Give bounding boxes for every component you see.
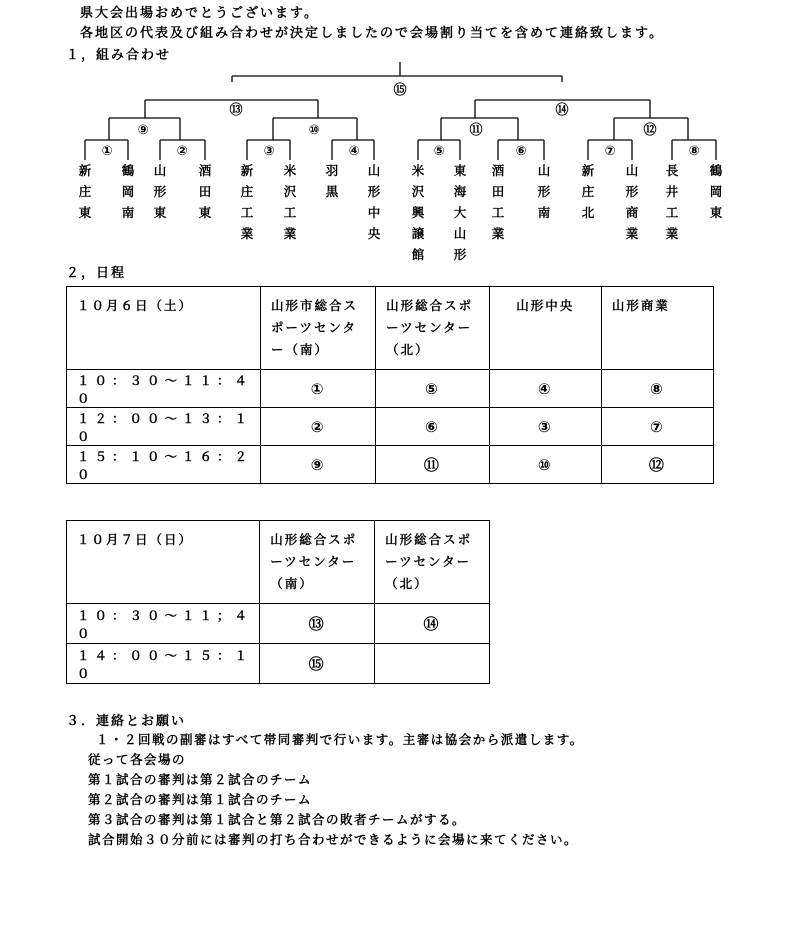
quarter-game-number: ⑩ [308, 123, 320, 138]
note-line: 第２試合の審判は第１試合のチーム [88, 792, 313, 807]
team-name: 羽黒 [325, 163, 339, 199]
first-round-game-number: ① [101, 144, 113, 159]
game-cell: ⑧ [601, 370, 713, 408]
time-slot: １５：１０～１６：２０ [67, 446, 261, 484]
semi-game-number: ⑬ [229, 103, 243, 118]
final-game-number: ⑮ [393, 83, 407, 98]
game-cell: ⑮ [260, 644, 375, 684]
section-2-heading: ２，日程 [66, 266, 127, 281]
venue-header: 山形総合スポーツセンター（北） [376, 287, 490, 370]
section-3-heading: ３．連絡とお願い [66, 714, 187, 729]
first-round-game-number: ⑤ [433, 144, 445, 159]
game-cell [375, 644, 490, 684]
team-name: 酒田工業 [491, 163, 505, 241]
first-round-game-number: ⑥ [515, 144, 527, 159]
first-round-game-number: ② [176, 144, 188, 159]
quarter-game-number: ⑪ [469, 123, 483, 138]
team-name: 鶴岡東 [709, 163, 723, 220]
team-name: 山形南 [537, 163, 551, 220]
time-slot: １４：００～１５：１０ [67, 644, 260, 684]
note-line: １・２回戦の副審はすべて帯同審判で行います。主審は協会から派遣します。 [96, 732, 584, 747]
intro-line-2: 各地区の代表及び組み合わせが決定しましたので会場割り当てを含めて連絡致します。 [80, 26, 664, 41]
venue-header: 山形総合スポーツセンター（北） [375, 521, 490, 604]
team-name: 米沢興譲館 [411, 163, 425, 262]
quarter-game-number: ⑨ [137, 123, 149, 138]
first-round-game-number: ③ [263, 144, 275, 159]
first-round-game-number: ⑦ [604, 144, 616, 159]
game-cell: ⑨ [260, 446, 375, 484]
note-line: 第３試合の審判は第１試合と第２試合の敗者チームがする。 [88, 812, 467, 827]
team-name: 米沢工業 [283, 163, 297, 241]
game-cell: ⑦ [601, 408, 713, 446]
game-cell: ⑪ [376, 446, 490, 484]
game-cell: ④ [489, 370, 601, 408]
team-name: 新庄北 [581, 163, 595, 220]
game-cell: ⑭ [375, 604, 490, 644]
team-name: 東海大山形 [453, 163, 467, 262]
note-line: 試合開始３０分前には審判の打ち合わせができるように会場に来てください。 [88, 832, 579, 847]
game-cell: ⑤ [376, 370, 490, 408]
first-round-game-number: ⑧ [688, 144, 700, 159]
game-cell: ① [260, 370, 375, 408]
team-name: 山形中央 [367, 163, 381, 241]
note-line: 従って各会場の [88, 752, 187, 767]
time-slot: １２：００～１３：１０ [67, 408, 261, 446]
venue-header: 山形中央 [489, 287, 601, 370]
intro-line-1: 県大会出場おめでとうございます。 [80, 6, 319, 21]
game-cell: ③ [489, 408, 601, 446]
team-name: 酒田東 [198, 163, 212, 220]
day1-date: １０月６日（土） [67, 287, 261, 370]
day1-schedule-table [66, 286, 714, 484]
first-round-game-number: ④ [348, 144, 360, 159]
semi-game-number: ⑭ [555, 103, 569, 118]
team-name: 山形東 [153, 163, 167, 220]
venue-header: 山形市総合スポーツセンター（南） [260, 287, 375, 370]
game-cell: ⑥ [376, 408, 490, 446]
time-slot: １０：３０～１１；４０ [67, 604, 260, 644]
game-cell: ② [260, 408, 375, 446]
venue-header: 山形総合スポーツセンター（南） [260, 521, 375, 604]
game-cell: ⑩ [489, 446, 601, 484]
day2-schedule-table [66, 520, 490, 684]
team-name: 山形商業 [625, 163, 639, 241]
team-name: 長井工業 [665, 163, 679, 241]
section-1-heading: １，組み合わせ [66, 48, 172, 63]
game-cell: ⑫ [601, 446, 713, 484]
time-slot: １０：３０～１１：４０ [67, 370, 261, 408]
venue-header: 山形商業 [601, 287, 713, 370]
team-name: 新庄東 [78, 163, 92, 220]
team-name: 新庄工業 [240, 163, 254, 241]
team-name: 鶴岡南 [121, 163, 135, 220]
game-cell: ⑬ [260, 604, 375, 644]
quarter-game-number: ⑫ [643, 123, 657, 138]
note-line: 第１試合の審判は第２試合のチーム [88, 772, 313, 787]
day2-date: １０月７日（日） [67, 521, 260, 604]
